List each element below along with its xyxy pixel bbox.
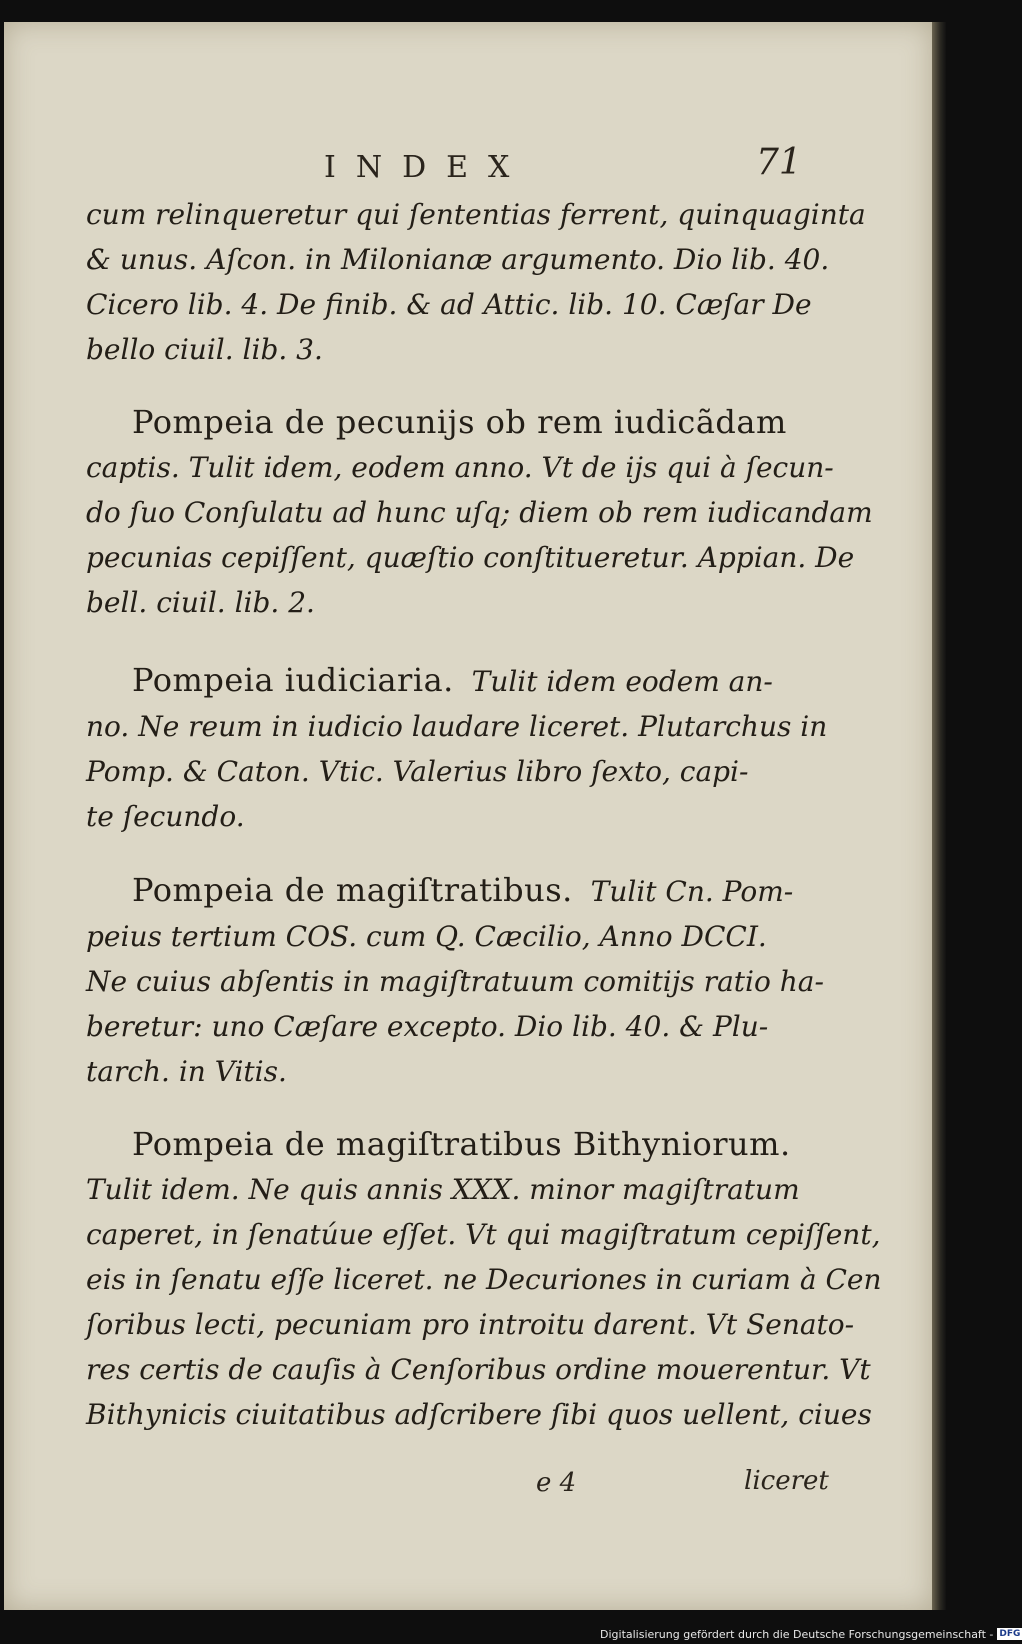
text-line: pecunias cepiſſent, quæſtio conſtitueretur. Appian. De bbox=[86, 541, 855, 574]
text-line: te ſecundo. bbox=[86, 800, 245, 833]
catchword: liceret bbox=[744, 1466, 829, 1496]
page-number: 71 bbox=[756, 142, 802, 183]
running-head bbox=[4, 130, 932, 190]
text-line: captis. Tulit idem, eodem anno. Vt de ijs qui à ſecun- bbox=[86, 451, 834, 484]
index-entry bbox=[86, 400, 873, 625]
signature-line bbox=[4, 1466, 932, 1510]
text-line: peius tertium COS. cum Q. Cæcilio, Anno DCCI. bbox=[86, 920, 767, 953]
text-block-continuation bbox=[86, 192, 866, 372]
page-edge-shadow bbox=[932, 22, 946, 1610]
index-entry bbox=[86, 868, 826, 1094]
text-line: bell. ciuil. lib. 2. bbox=[86, 586, 315, 619]
page-title: INDEX bbox=[324, 150, 530, 185]
entry-heading-tail: Tulit idem eodem an- bbox=[471, 665, 773, 698]
digitization-footer bbox=[600, 1626, 1022, 1642]
text-line: Pomp. & Caton. Vtic. Valerius libro ſexto, capi- bbox=[86, 755, 749, 788]
entry-heading: Pompeia de magiſtratibus Bithyniorum. bbox=[132, 1125, 791, 1163]
entry-heading: Pompeia iudiciaria. bbox=[132, 661, 454, 699]
text-line: Cicero lib. 4. De finib. & ad Attic. lib. 10. Cæſar De bbox=[86, 288, 812, 321]
index-entry bbox=[86, 1122, 882, 1437]
entry-first-line bbox=[86, 868, 826, 914]
text-line: Bithynicis ciuitatibus adſcribere ſibi quos uellent, ciues bbox=[86, 1398, 872, 1431]
entry-first-line bbox=[86, 658, 826, 704]
text-line: Ne cuius abſentis in magiſtratuum comitijs ratio ha- bbox=[86, 965, 824, 998]
signature-mark: e 4 bbox=[536, 1468, 577, 1498]
text-line: no. Ne reum in iudicio laudare liceret. Plutarchus in bbox=[86, 710, 828, 743]
entry-heading-tail: Tulit Cn. Pom- bbox=[590, 875, 794, 908]
text-line: do ſuo Conſulatu ad hunc uſq; diem ob rem iudicandam bbox=[86, 496, 873, 529]
entry-heading: Pompeia de pecunijs ob rem iudicãdam bbox=[132, 403, 787, 441]
text-line: beretur: uno Cæſare excepto. Dio lib. 40. & Plu- bbox=[86, 1010, 769, 1043]
entry-heading: Pompeia de magiſtratibus. bbox=[132, 871, 573, 909]
book-page bbox=[4, 22, 932, 1610]
text-line: tarch. in Vitis. bbox=[86, 1055, 287, 1088]
text-line: & unus. Aſcon. in Milonianæ argumento. Dio lib. 40. bbox=[86, 243, 830, 276]
text-line: caperet, in ſenatúue eſſet. Vt qui magiſtratum cepiſſent, bbox=[86, 1218, 881, 1251]
index-entry bbox=[86, 658, 826, 839]
text-line: bello ciuil. lib. 3. bbox=[86, 333, 323, 366]
text-line: cum relinqueretur qui ſententias ferrent, quinquaginta bbox=[86, 198, 866, 231]
dfg-logo-icon: DFG bbox=[999, 1629, 1021, 1639]
footer-text: Digitalisierung gefördert durch die Deutsche Forschungsgemeinschaft - bbox=[600, 1627, 994, 1641]
text-line: Tulit idem. Ne quis annis XXX. minor magiſtratum bbox=[86, 1173, 800, 1206]
text-line: eis in ſenatu eſſe liceret. ne Decuriones in curiam à Cen bbox=[86, 1263, 882, 1296]
text-line: ſoribus lecti, pecuniam pro introitu darent. Vt Senato- bbox=[86, 1308, 855, 1341]
text-line: res certis de cauſis à Cenſoribus ordine mouerentur. Vt bbox=[86, 1353, 871, 1386]
